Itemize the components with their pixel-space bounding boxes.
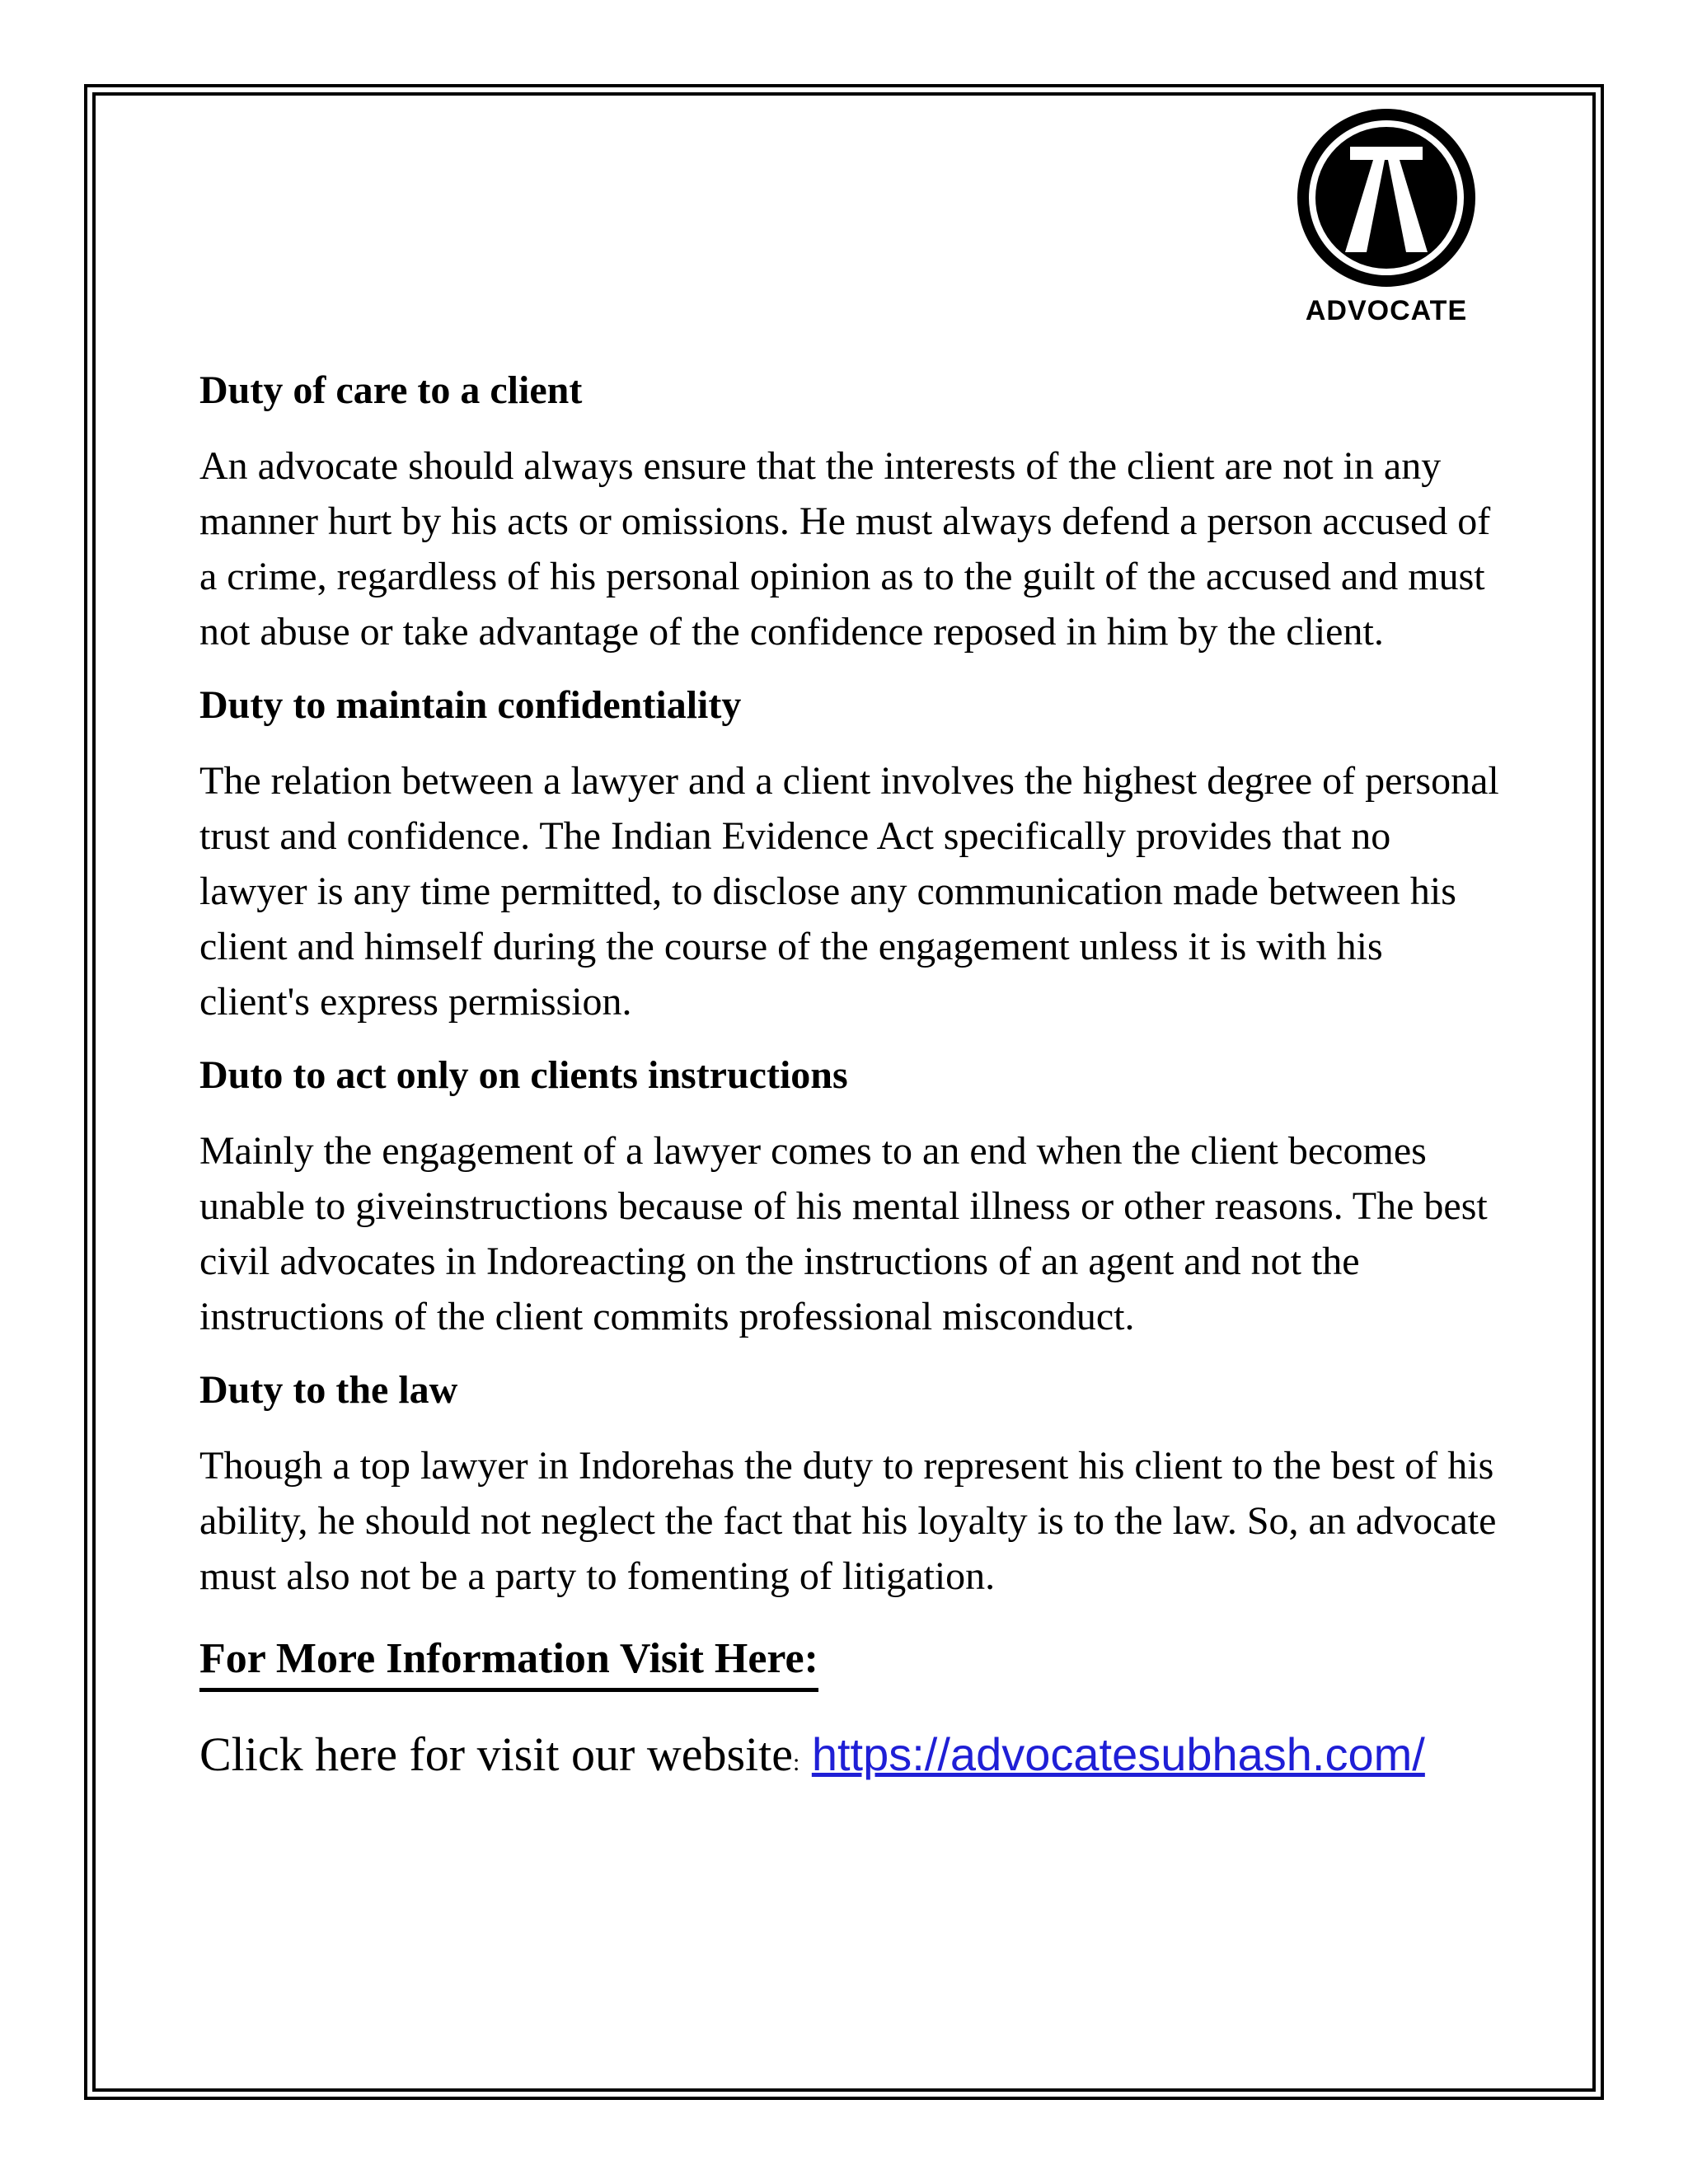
section-paragraph: Though a top lawyer in Indorehas the duty to represent his client to the best of his ability, he should not neglect the fact that his loyalty is to the law. So, an advocate must also not be a party to fomenting of litigation. bbox=[199, 1444, 1497, 1598]
section-heading: Duty of care to a client bbox=[199, 368, 583, 412]
more-info-heading: For More Information Visit Here: bbox=[199, 1630, 818, 1692]
document-body bbox=[199, 363, 1502, 1796]
section-paragraph: The relation between a lawyer and a client involves the highest degree of personal trust and confidence. The Indian Evidence Act specifically provides that no lawyer is any time permitted, to disclose any communication made between his client and himself during the course of the engagement unless it is with his client's express permission. bbox=[199, 759, 1499, 1024]
section-heading: Duty to maintain confidentiality bbox=[199, 683, 742, 727]
visit-colon: : bbox=[793, 1749, 800, 1776]
section-heading: Duty to the law bbox=[199, 1368, 458, 1412]
section-paragraph: An advocate should always ensure that the interests of the client are not in any manner hurt by his acts or omissions. He must always defend a person accused of a crime, regardless of his personal opinion as to the guilt of the accused and must not abuse or take advantage of the confidence reposed in him by the client. bbox=[199, 444, 1491, 654]
section-paragraph: Mainly the engagement of a lawyer comes to an end when the client becomes unable to giveinstructions because of his mental illness or other reasons. The best civil advocates in Indoreacting on the instructions of an agent and not the instructions of the client commits professional misconduct. bbox=[199, 1129, 1488, 1338]
visit-website-line bbox=[199, 1722, 1502, 1796]
advocate-band-icon bbox=[1287, 105, 1485, 295]
website-link[interactable]: https://advocatesubhash.com/ bbox=[811, 1728, 1425, 1780]
advocate-logo bbox=[1287, 105, 1485, 336]
section-heading: Duto to act only on clients instructions bbox=[199, 1053, 848, 1097]
logo-text: ADVOCATE bbox=[1305, 295, 1468, 326]
visit-text: Click here for visit our website bbox=[199, 1727, 793, 1781]
